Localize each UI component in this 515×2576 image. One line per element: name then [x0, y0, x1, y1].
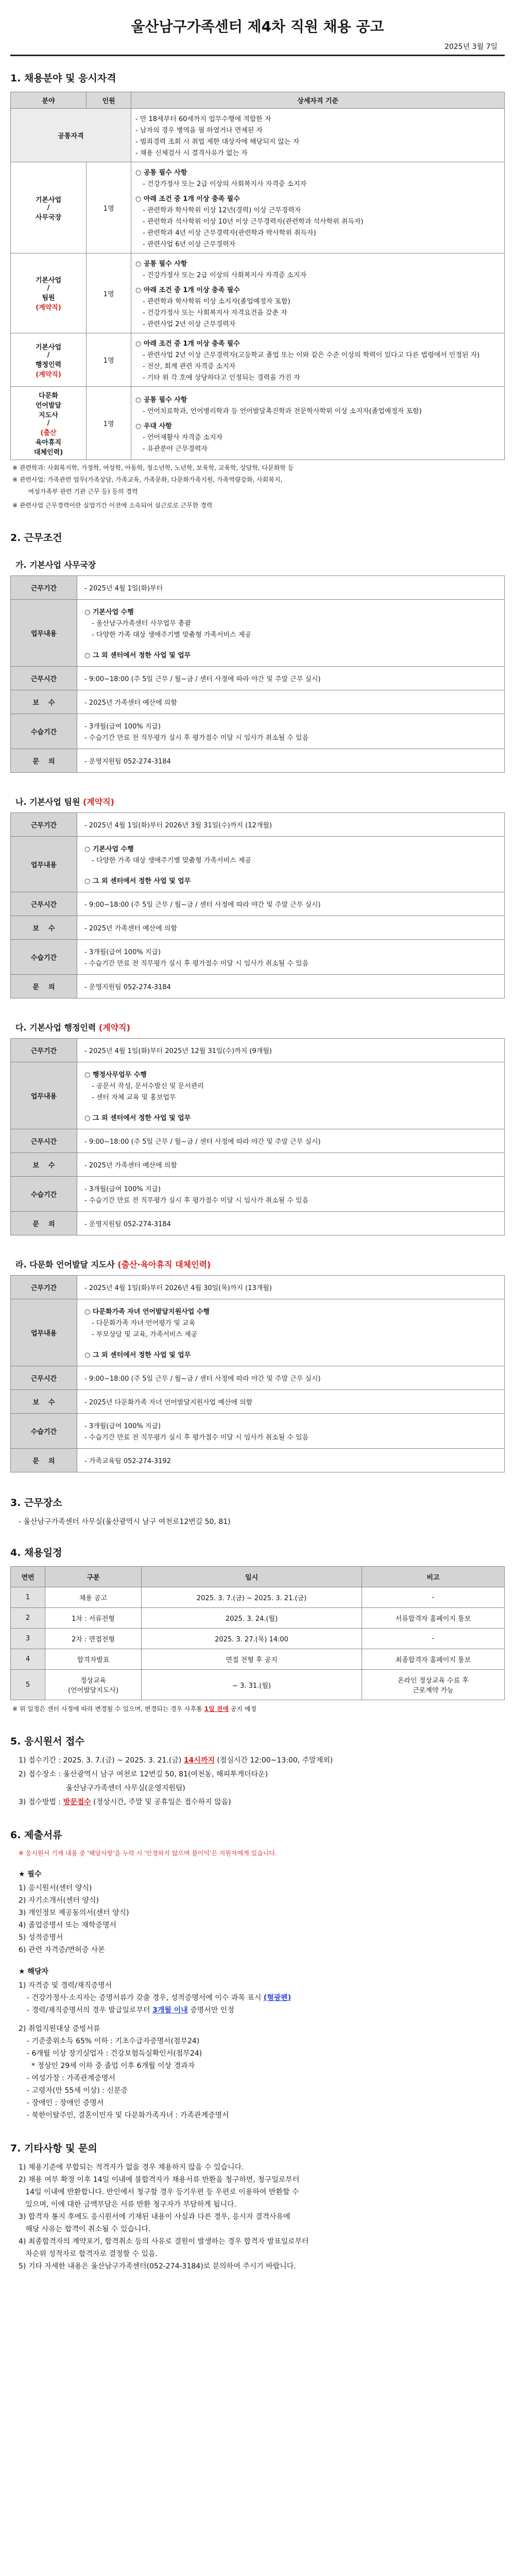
- optional-doc-1a-pre: - 건강가정사·소지자는 증명서류가 갖출 경우, 성적증명서에 이수 과목 표시: [27, 1994, 264, 2002]
- apply-place-sub: 울산남구가족센터 사무실(운영지원팀): [66, 1784, 185, 1792]
- note: 여성가족부 관련 기관 근무 등) 등의 경력: [12, 488, 138, 495]
- condition-row: [11, 1449, 505, 1472]
- field-count: 1명: [87, 253, 131, 333]
- condition-value: [77, 892, 505, 916]
- condition-line: - 수습기간 만료 전 직무평가 실시 후 평가점수 미달 시 임사가 취소될 수 있음: [84, 734, 309, 742]
- section-1-heading: 1. 채용분야 및 응시자격: [10, 73, 116, 84]
- opt-item: - 건강가정사 또는 사회복지사 자격요건을 갖춘 자: [143, 309, 287, 317]
- condition-line: - 9:00~18:00 (주 5일 근무 / 월~금 / 센터 사정에 따라 야간 및 주말 근무 실시): [84, 901, 321, 909]
- common-item: - 만 18세부터 60세까지 업무수행에 적합한 자: [135, 115, 271, 123]
- condition-line: - 2025년 가족센터 예산에 의함: [84, 1162, 177, 1170]
- apply-period-pre: 1) 접수기간 : 2025. 3. 7.(금) ~ 2025. 3. 21.(금): [19, 1756, 184, 1765]
- condition-line: - 2025년 4월 1일(화)부터: [84, 585, 163, 592]
- condition-line: [84, 640, 497, 648]
- optional-doc-2-item: - 북한이탈주민, 결혼이민자 및 다문화가족자녀 : 가족관계증명서: [27, 2111, 229, 2120]
- field-count: 1명: [87, 162, 131, 253]
- required-docs-list: [10, 1883, 505, 1955]
- field-name: [11, 333, 87, 387]
- required-docs-title: ★ 필수: [19, 1870, 42, 1878]
- condition-value: [77, 667, 505, 690]
- condition-row: [11, 837, 505, 892]
- optional-doc-1: 1) 자격증 및 경력/재직증명서: [19, 1981, 112, 1990]
- work-condition-table-a: [10, 575, 505, 773]
- opt-item: - 관련사업 2년 이상 근무경력자: [143, 320, 236, 328]
- req-item: - 건강가정사 또는 2급 이상의 사회복지사 자격증 소지자: [143, 180, 307, 188]
- apply-place: 2) 접수장소 : 울산광역시 남구 여천로 12번길 50, 81(여천동, 해피투게더타운): [19, 1770, 268, 1778]
- condition-value: [77, 714, 505, 749]
- condition-line: - 9:00~18:00 (주 5일 근무 / 월~금 / 센터 사정에 따라 야간 및 주말 근무 실시): [84, 1138, 321, 1146]
- common-label: 공통자격: [11, 109, 131, 162]
- field-name-line: 기본사업: [35, 196, 62, 204]
- subsection-d-title: [15, 1258, 505, 1270]
- condition-line: - 수습기간 만료 전 직무평가 실시 후 평가점수 미달 시 임사가 취소될 수 있음: [84, 960, 309, 968]
- condition-row: [11, 576, 505, 600]
- schedule-cell: 1: [11, 1587, 45, 1608]
- condition-row: [11, 940, 505, 975]
- condition-label: 근무기간: [11, 576, 77, 600]
- condition-line: - 9:00~18:00 (주 5일 근무 / 월~금 / 센터 사정에 따라 야간 및 주말 근무 실시): [84, 675, 321, 683]
- condition-label: 보 수: [11, 1390, 77, 1414]
- schedule-note: [12, 1704, 505, 1713]
- opt-item: - 관련학과 4년 이상 근무경력자(관련학과 박사학위 취득자): [143, 229, 316, 237]
- field-count: 1명: [87, 387, 131, 460]
- note: ※ 관련학과: 사회복지학, 가정학, 여성학, 아동학, 청소년학, 노년학, 보육학, 교육학, 상담학, 다문화학 등: [12, 464, 294, 471]
- condition-value: [77, 1039, 505, 1062]
- apply-method-post: (정상시간, 주말 및 공휴일은 접수하지 않음): [91, 1798, 231, 1806]
- common-cell: [131, 109, 505, 162]
- schedule-row: [11, 1587, 505, 1608]
- subsection-d-tag: (출산·육아휴직 대체인력): [117, 1260, 211, 1269]
- condition-line: - 운영지원팀 052-274-3184: [84, 984, 171, 991]
- schedule-cell: ~ 3. 31.(월): [142, 1670, 362, 1700]
- required-doc: 3) 개인정보 제공동의서(센터 양식): [19, 1909, 129, 1917]
- field-name-line: (출산: [40, 429, 57, 437]
- condition-label: 근무시간: [11, 667, 77, 690]
- schedule-note-em: 1일 전에: [204, 1705, 229, 1713]
- field-name-line: 기본사업: [35, 343, 62, 351]
- optional-doc-2-item: - 6개월 이상 장기실업자 : 건강보험득실확인서(첨부24): [27, 2049, 202, 2058]
- condition-label: 보 수: [11, 916, 77, 940]
- condition-line: - 3개월(급여 100% 지급): [84, 723, 161, 731]
- condition-line: - 공문서 작성, 문서수발신 및 문서관리: [92, 1082, 204, 1090]
- required-doc: 2) 자기소개서(센터 양식): [19, 1896, 99, 1905]
- condition-line: ○ 그 외 센터에서 정한 사업 및 업무: [84, 1114, 191, 1122]
- condition-row: [11, 600, 505, 667]
- req-item: - 관련사업 2년 이상 근무경력자(고등학교 졸업 또는 이와 같은 수준 이상의 학력이 있다고 다른 법령에서 인정된 자): [143, 351, 480, 359]
- schedule-cell: 2025. 3. 7.(금) ~ 2025. 3. 21.(금): [142, 1587, 362, 1608]
- condition-line: [84, 1340, 497, 1348]
- col-remark: 비고: [362, 1567, 505, 1587]
- condition-label: 보 수: [11, 1153, 77, 1177]
- required-doc: 6) 관련 자격증/면허증 사본: [19, 1946, 105, 1954]
- opt-item: - 관련학과 학사학위 이상 소지자(졸업예정자 포함): [143, 298, 290, 306]
- condition-row: [11, 916, 505, 940]
- section-7-heading: 7. 기타사항 및 문의: [10, 2143, 97, 2154]
- work-condition-table-d: [10, 1275, 505, 1472]
- schedule-cell: 5: [11, 1670, 45, 1700]
- field-name: [11, 387, 87, 460]
- field-name-line: 대체인력): [33, 449, 63, 456]
- subsection-a-title: 가. 기본사업 사무국장: [15, 560, 96, 570]
- condition-line: - 2025년 다문화가족 자녀 언어발달지원사업 예산에 의함: [84, 1399, 253, 1406]
- condition-label: 문 의: [11, 1212, 77, 1235]
- condition-value: [77, 916, 505, 940]
- page: [10, 0, 505, 2294]
- condition-value: [77, 1177, 505, 1212]
- section-6-heading: 6. 제출서류: [10, 1829, 62, 1841]
- common-row: [11, 109, 505, 162]
- title-divider: [10, 55, 505, 56]
- optional-doc-2-item: * 정상인 29세 이하 중 졸업 이후 6개월 이상 경과자: [27, 2062, 195, 2070]
- optional-doc-1b: [19, 2005, 505, 2015]
- common-item: - 남자의 경우 병역을 필 하였거나 면제된 자: [135, 127, 263, 134]
- condition-line: - 다양한 가족 대상 생애주기별 맞춤형 가족서비스 제공: [92, 631, 251, 639]
- condition-value: [77, 837, 505, 892]
- condition-row: [11, 1153, 505, 1177]
- condition-value: [77, 576, 505, 600]
- condition-row: [11, 1039, 505, 1062]
- field-name-line: (계약직): [36, 370, 61, 379]
- condition-line: - 운영지원팀 052-274-3184: [84, 758, 171, 766]
- subsection-b-main: 나. 기본사업 팀원: [15, 797, 83, 807]
- col-count: 인원: [87, 92, 131, 109]
- req-title: ○ 공통 필수 사항: [135, 169, 187, 177]
- condition-line: ○ 그 외 센터에서 정한 사업 및 업무: [84, 1351, 191, 1359]
- field-name-line: /: [47, 419, 50, 427]
- schedule-table: [10, 1566, 505, 1700]
- condition-value: [77, 1062, 505, 1129]
- condition-line: ○ 기본사업 수행: [84, 608, 134, 616]
- subsection-c-tag: (계약직): [98, 1023, 130, 1032]
- schedule-cell: 2: [11, 1608, 45, 1629]
- req-title: ○ 공통 필수 사항: [135, 396, 187, 404]
- condition-line: - 3개월(급여 100% 지급): [84, 1185, 161, 1193]
- field-name-line: 팀원: [42, 294, 55, 302]
- condition-label: 수습기간: [11, 1177, 77, 1212]
- schedule-row: [11, 1629, 505, 1649]
- schedule-cell: 3: [11, 1629, 45, 1649]
- opt-item: - 관련학과 학사학위 이상 12년(경력) 이상 근무경력자: [143, 207, 301, 214]
- req-title: ○ 공통 필수 사항: [135, 260, 187, 268]
- condition-value: [77, 600, 505, 667]
- condition-label: 업무내용: [11, 1299, 77, 1366]
- etc-item: 5) 기타 자세한 내용은 울산남구가족센터(052-274-3184)로 문의하여 주시기 바랍니다.: [19, 2262, 296, 2270]
- schedule-row: [11, 1608, 505, 1629]
- condition-row: [11, 667, 505, 690]
- condition-line: - 울산남구가족센터 사무업무 총괄: [92, 620, 191, 628]
- condition-row: [11, 1414, 505, 1449]
- schedule-cell: 2025. 3. 24.(월): [142, 1608, 362, 1629]
- col-no: 연번: [11, 1567, 45, 1587]
- optional-doc-2-item: - 장애인 : 장애인 증명서: [27, 2099, 104, 2107]
- field-name-line: 사무국장: [35, 213, 62, 222]
- opt-item: - 유관분야 근무경력자: [143, 445, 208, 453]
- condition-line: - 2025년 가족센터 예산에 의함: [84, 699, 177, 707]
- condition-line: - 센터 자체 교육 및 홍보업무: [92, 1094, 176, 1101]
- condition-row: [11, 1299, 505, 1366]
- field-name-line: 지도사: [39, 412, 58, 419]
- condition-line: ○ 기본사업 수행: [84, 845, 134, 853]
- condition-label: 문 의: [11, 975, 77, 998]
- condition-line: - 수습기간 만료 전 직무평가 실시 후 평가점수 미달 시 임사가 취소될 수 있음: [84, 1197, 309, 1205]
- field-name-line: /: [47, 284, 50, 292]
- etc-list: [10, 2162, 505, 2271]
- field-name-line: (계약직): [36, 304, 61, 312]
- field-name-line: 다문화: [39, 392, 58, 400]
- etc-item: 1) 채용기준에 부합되는 적격자가 없을 경우 채용하지 않을 수 있습니다.: [19, 2163, 244, 2172]
- optional-doc-2-item: - 고령자(만 55세 이상) : 신분증: [27, 2087, 128, 2095]
- subsection-c-main: 다. 기본사업 행정인력: [15, 1023, 99, 1032]
- optional-doc-2-item: - 여성가장 : 가족관계증명서: [27, 2074, 115, 2082]
- field-name: [11, 162, 87, 253]
- field-name-line: /: [47, 351, 50, 359]
- optional-doc-2: 2) 취업지원대상 증빙서류: [19, 2025, 100, 2033]
- common-item: - 범죄경력 조회 시 취업 제한 대상자에 해당되지 않는 자: [135, 138, 300, 146]
- condition-value: [77, 690, 505, 714]
- schedule-cell: 2차 : 면접전형: [45, 1629, 142, 1649]
- optional-doc-2-list: [10, 2036, 505, 2120]
- condition-label: 문 의: [11, 1449, 77, 1472]
- schedule-note-pre: ※ 위 일정은 센터 사정에 따라 변경될 수 있으며, 변경되는 경우 사후통: [12, 1705, 204, 1713]
- condition-line: - 다양한 가족 대상 생애주기별 맞춤형 가족서비스 제공: [92, 857, 251, 865]
- schedule-row: [11, 1649, 505, 1670]
- condition-label: 근무기간: [11, 813, 77, 837]
- condition-label: 근무기간: [11, 1276, 77, 1299]
- condition-label: 업무내용: [11, 1062, 77, 1129]
- condition-line: - 2025년 4월 1일(화)부터 2026년 3월 31일(수)까지 (12개월): [84, 822, 272, 829]
- apply-period-em: 14시까지: [183, 1756, 215, 1765]
- condition-label: 근무기간: [11, 1039, 77, 1062]
- note: ※ 관련사업: 가족관련 업무(가족상담, 가족교육, 가족문화, 다문화가족지원, 가족역량강화, 사회복지,: [12, 476, 283, 483]
- required-doc: 4) 졸업증명서 또는 재학증명서: [19, 1921, 117, 1929]
- schedule-cell: 채용 공고: [45, 1587, 142, 1608]
- schedule-cell: 합격자발표: [45, 1649, 142, 1670]
- field-row: [11, 333, 505, 387]
- field-name-line: 언어발달: [35, 402, 62, 410]
- condition-row: [11, 1212, 505, 1235]
- schedule-note-post: 공지 예정: [228, 1705, 256, 1713]
- condition-row: [11, 1366, 505, 1390]
- schedule-cell: 최종합격자 홈페이지 통보: [362, 1649, 505, 1670]
- note: ※ 관련사업 근무경력이란 실업기간 이전에 소속되어 실근로로 근무한 경력: [12, 502, 213, 509]
- schedule-cell: 온라인 정상교육 수료 후 근로계약 가능: [362, 1670, 505, 1700]
- col-requirement: 상세자격 기준: [131, 92, 505, 109]
- condition-row: [11, 690, 505, 714]
- req-item: - 건강가정사 또는 2급 이상의 사회복지사 자격증 소지자: [143, 272, 307, 279]
- schedule-cell: 서류합격자 홈페이지 통보: [362, 1608, 505, 1629]
- field-count: 1명: [87, 333, 131, 387]
- schedule-body: [11, 1587, 505, 1700]
- condition-label: 수습기간: [11, 714, 77, 749]
- optional-docs-title: ★ 해당자: [19, 1968, 48, 1976]
- schedule-cell: -: [362, 1629, 505, 1649]
- condition-line: - 운영지원팀 052-274-3184: [84, 1221, 171, 1228]
- condition-value: [77, 1153, 505, 1177]
- condition-value: [77, 1299, 505, 1366]
- condition-value: [77, 940, 505, 975]
- condition-value: [77, 1390, 505, 1414]
- field-requirement: [131, 333, 505, 387]
- etc-item: 있으며, 이에 대한 금액부담은 서류 반환 청구자가 부담하게 됩니다.: [19, 2200, 236, 2209]
- condition-line: - 2025년 4월 1일(화)부터 2026년 4월 30일(목)까지 (13개월): [84, 1284, 272, 1292]
- col-type: 구분: [45, 1567, 142, 1587]
- req-item: - 기타 위 각 호에 상당하다고 인정되는 경력을 가진 자: [143, 374, 300, 382]
- etc-item: 차순위 성적자로 합격자로 결정할 수 있음.: [19, 2250, 158, 2258]
- field-name: [11, 253, 87, 333]
- condition-label: 근무시간: [11, 1366, 77, 1390]
- condition-row: [11, 1177, 505, 1212]
- field-name-line: 기본사업: [35, 277, 62, 284]
- subsection-b-tag: (계약직): [82, 797, 114, 807]
- condition-line: - 3개월(급여 100% 지급): [84, 1422, 161, 1430]
- optional-doc-1b-post: 증명서만 인정: [187, 2006, 234, 2014]
- condition-row: [11, 975, 505, 998]
- condition-label: 업무내용: [11, 600, 77, 667]
- condition-row: [11, 1062, 505, 1129]
- section-5-heading: 5. 응시원서 접수: [10, 1736, 84, 1747]
- field-name-line: 육아휴직: [35, 439, 62, 447]
- optional-doc-1b-pre: - 경력/재직증명서의 경우 발급일로부터: [27, 2006, 152, 2014]
- etc-item: 3) 합격자 통지 후에도 응시원서에 기재된 내용이 사실과 다른 경우, 응시자 결격사유에: [19, 2213, 290, 2221]
- section-3-heading: 3. 근무장소: [10, 1497, 62, 1509]
- condition-value: [77, 975, 505, 998]
- field-row: [11, 162, 505, 253]
- condition-row: [11, 714, 505, 749]
- etc-item: 4) 최종합격자의 계약포기, 합격취소 등의 사유로 결원이 발생하는 경우 합격자 발표일로부터: [19, 2238, 309, 2246]
- opt-title: ○ 아래 조건 중 1개 이상 충족 필수: [135, 195, 240, 203]
- req-item: - 언어치료학과, 언어병리학과 등 언어발달촉진학과 전문학사학위 이상 소지자(졸업예정자 포함): [143, 407, 422, 415]
- condition-value: [77, 1414, 505, 1449]
- col-field: 분야: [11, 92, 87, 109]
- optional-doc-1a: [19, 1992, 505, 2003]
- apply-method-em: 방문접수: [63, 1798, 91, 1806]
- section-1-notes: [10, 463, 505, 510]
- notice-date: 2025년 3월 7일: [444, 43, 497, 51]
- condition-row: [11, 892, 505, 916]
- opt-item: - 언어재활사 자격증 소지자: [143, 433, 223, 442]
- condition-value: [77, 1276, 505, 1299]
- condition-line: - 수습기간 만료 전 직무평가 실시 후 평가점수 미달 시 임사가 취소될 수 있음: [84, 1434, 309, 1442]
- field-requirement: [131, 387, 505, 460]
- condition-value: [77, 1129, 505, 1153]
- field-row: [11, 253, 505, 333]
- field-name-line: 행정인력: [35, 361, 62, 369]
- opt-title: ○ 아래 조건 중 1개 이상 충족 필수: [135, 286, 240, 294]
- section-2-heading: 2. 근무조건: [10, 532, 62, 544]
- condition-line: ○ 그 외 센터에서 정한 사업 및 업무: [84, 652, 191, 659]
- subsection-b-title: [15, 795, 505, 807]
- condition-line: - 2025년 4월 1일(화)부터 2025년 12월 31일(수)까지 (9개월): [84, 1047, 272, 1055]
- condition-label: 문 의: [11, 749, 77, 773]
- condition-row: [11, 1276, 505, 1299]
- field-requirement: [131, 253, 505, 333]
- condition-line: - 2025년 가족센터 예산에 의함: [84, 925, 177, 933]
- req-title: ○ 아래 조건 중 1개 이상 충족 필수: [135, 340, 240, 348]
- schedule-cell: 2025. 3. 27.(목) 14:00: [142, 1629, 362, 1649]
- work-condition-table-c: [10, 1038, 505, 1235]
- col-datetime: 일시: [142, 1567, 362, 1587]
- field-name-line: /: [47, 204, 50, 212]
- condition-label: 수습기간: [11, 940, 77, 975]
- schedule-cell: 면접 전형 후 공지: [142, 1649, 362, 1670]
- condition-label: 업무내용: [11, 837, 77, 892]
- condition-label: 근무시간: [11, 892, 77, 916]
- schedule-cell: 정상교육 (언어발달지도사): [45, 1670, 142, 1700]
- condition-label: 수습기간: [11, 1414, 77, 1449]
- apply-period-post: (점심시간 12:00~13:00, 주말제외): [214, 1756, 333, 1765]
- condition-line: - 다문화가족 자녀 언어평가 및 교육: [92, 1319, 196, 1327]
- condition-line: - 가족교육팀 052-274-3192: [84, 1458, 171, 1465]
- condition-line: [84, 1103, 497, 1111]
- section-4-heading: 4. 채용일정: [10, 1547, 62, 1558]
- condition-label: 보 수: [11, 690, 77, 714]
- condition-value: [77, 813, 505, 837]
- field-requirement: [131, 162, 505, 253]
- req-item: - 전산, 회계 관련 자격증 소지자: [143, 363, 236, 370]
- schedule-row: [11, 1670, 505, 1700]
- condition-row: [11, 1390, 505, 1414]
- condition-line: [84, 866, 497, 874]
- required-doc: 5) 성적증명서: [19, 1934, 63, 1942]
- docs-warning: ※ 응시원서 기재 내용 중 '해당사항'을 누락 시 '인정하지 않으며 불이익'은 지원자에게 있습니다.: [19, 1850, 277, 1857]
- condition-value: [77, 1212, 505, 1235]
- field-row: [11, 387, 505, 460]
- etc-item: 14일 이내에 반환합니다. 반인에서 청구할 경우 등기우편 등 우편로 이용하여 반환할 수: [19, 2188, 299, 2196]
- condition-value: [77, 749, 505, 773]
- page-title: 울산남구가족센터 제4차 직원 채용 공고: [131, 18, 384, 35]
- optional-doc-1a-em: (형광펜): [263, 1994, 291, 2002]
- condition-line: ○ 그 외 센터에서 정한 사업 및 업무: [84, 877, 191, 885]
- schedule-cell: 1차 : 서류전형: [45, 1608, 142, 1629]
- apply-method: [19, 1797, 505, 1807]
- condition-line: - 부모상담 및 교육, 가족서비스 제공: [92, 1331, 198, 1338]
- condition-line: ○ 다문화가족 자녀 언어발달지원사업 수행: [84, 1308, 210, 1316]
- recruit-field-body: [11, 109, 505, 460]
- etc-item: 해당 사유는 합격이 취소될 수 있습니다.: [19, 2225, 151, 2233]
- condition-line: - 9:00~18:00 (주 5일 근무 / 월~금 / 센터 사정에 따라 야간 및 주말 근무 실시): [84, 1375, 321, 1383]
- recruit-field-table: [10, 92, 505, 460]
- condition-row: [11, 749, 505, 773]
- apply-period: [19, 1755, 505, 1765]
- condition-value: [77, 1449, 505, 1472]
- schedule-cell: -: [362, 1587, 505, 1608]
- opt-item: - 관련학과 석사학위 이상 10년 이상 근무경력자(관련학과 석사학위 취득자): [143, 218, 364, 226]
- etc-item: 2) 채용 여부 확정 이후 14일 이내에 불합격자가 채용서류 반환을 청구하면, 청구일로부터: [19, 2176, 300, 2184]
- opt-item: - 관련사업 6년 이상 근무경력자: [143, 241, 236, 248]
- work-condition-table-b: [10, 812, 505, 998]
- opt-title: ○ 우대 사항: [135, 422, 172, 430]
- condition-row: [11, 1129, 505, 1153]
- condition-value: [77, 1366, 505, 1390]
- subsection-d-main: 라. 다문화 언어발달 지도사: [15, 1260, 118, 1269]
- condition-label: 근무시간: [11, 1129, 77, 1153]
- optional-doc-1b-em: 3개월 이내: [152, 2006, 188, 2014]
- optional-doc-2-item: - 기준중위소득 65% 이하 : 기초수급자증명서(첨부24): [27, 2037, 200, 2045]
- common-item: - 채용 신체검사 시 결격사유가 없는 자: [135, 149, 248, 157]
- subsection-c-title: [15, 1021, 505, 1033]
- condition-row: [11, 813, 505, 837]
- condition-line: - 3개월(급여 100% 지급): [84, 948, 161, 956]
- apply-method-pre: 3) 접수방법 :: [19, 1798, 63, 1806]
- schedule-cell: 4: [11, 1649, 45, 1670]
- condition-line: ○ 행정사무업무 수행: [84, 1071, 147, 1079]
- work-location: - 울산남구가족센터 사무실(울산광역시 남구 여천로12번길 50, 81): [19, 1518, 231, 1526]
- required-doc: 1) 응시원서(센터 양식): [19, 1884, 92, 1892]
